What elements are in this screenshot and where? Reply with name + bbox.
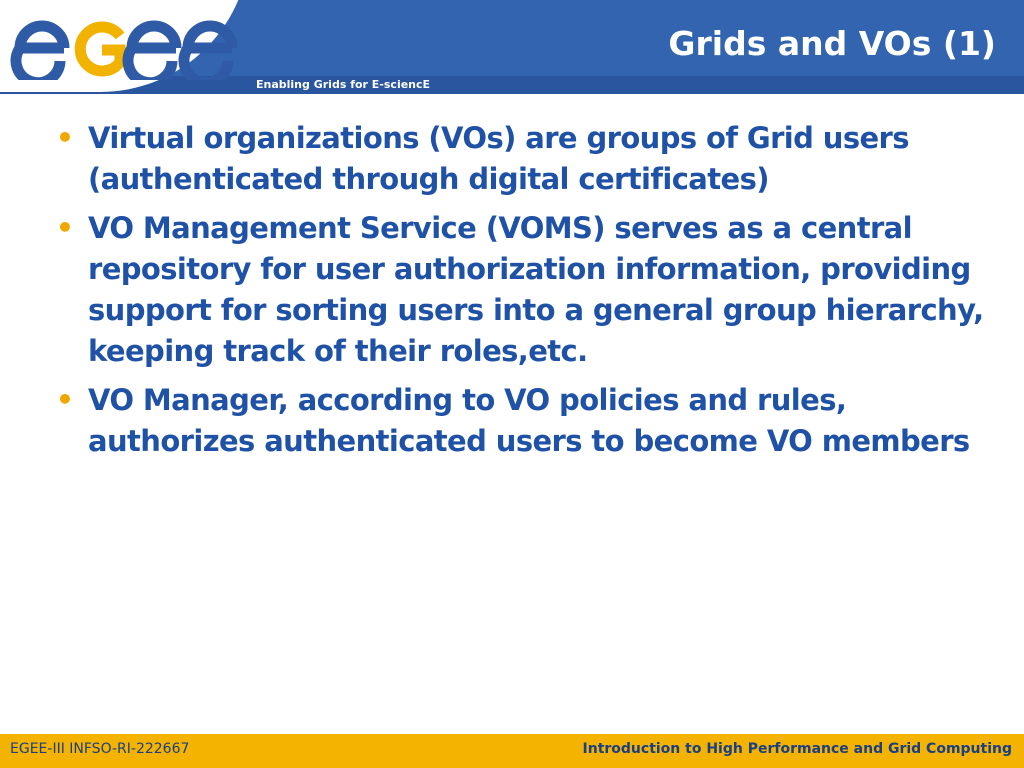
footer-project-id: EGEE-III INFSO-RI-222667	[10, 741, 190, 757]
bullet-text: VO Management Service (VOMS) serves as a central repository for user authorization information, providing support for sorting users into a general group hierarchy, keeping track of their roles,etc.	[88, 211, 984, 368]
logo-letter-g	[80, 27, 120, 71]
bullet-marker-icon: •	[56, 383, 74, 416]
logo-letter-e1	[16, 26, 64, 80]
footer-course-title: Introduction to High Performance and Grid Computing	[582, 741, 1012, 757]
bullet-text: Virtual organizations (VOs) are groups of Grid users (authenticated through digital certificates)	[88, 121, 909, 196]
slide-title: Grids and VOs (1)	[668, 24, 996, 63]
bullet-list	[52, 118, 992, 470]
bullet-text: VO Manager, according to VO policies and rules, authorizes authenticated users to become VO members	[88, 383, 970, 458]
logo-letter-e2	[128, 26, 176, 80]
bullet-item	[52, 208, 992, 372]
bullet-item	[52, 380, 992, 462]
bullet-marker-icon: •	[56, 121, 74, 154]
logo-letter-e3	[184, 26, 232, 80]
bullet-marker-icon: •	[56, 211, 74, 244]
bullet-item	[52, 118, 992, 200]
tagline: Enabling Grids for E-sciencE	[256, 78, 431, 91]
egee-logo-icon	[10, 8, 240, 80]
